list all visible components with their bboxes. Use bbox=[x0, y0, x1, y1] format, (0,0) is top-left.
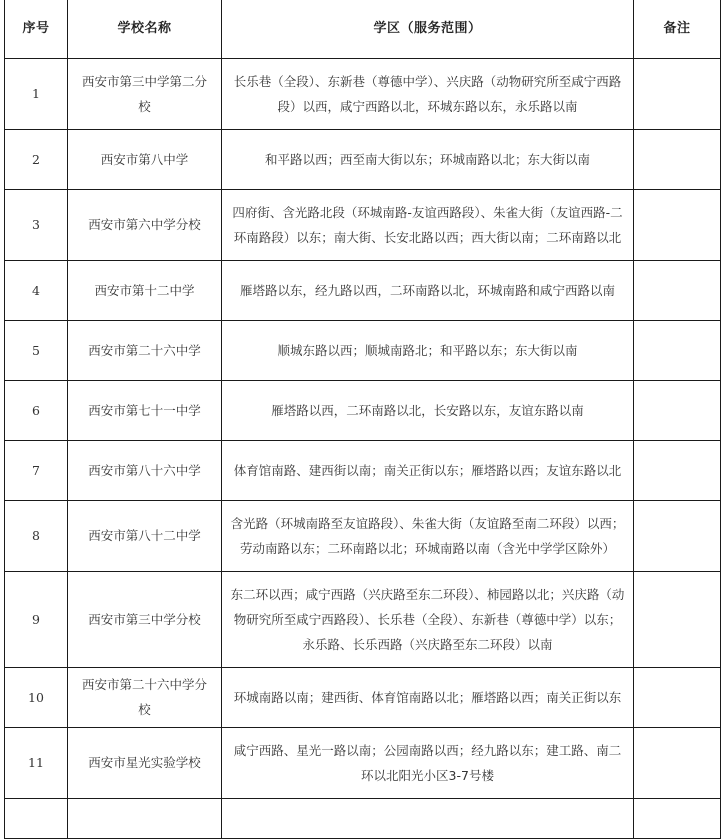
table-row bbox=[5, 440, 721, 500]
note-cell bbox=[634, 667, 721, 727]
table-row bbox=[5, 320, 721, 380]
header-row bbox=[5, 0, 721, 58]
note-cell bbox=[634, 571, 721, 667]
note-cell bbox=[634, 320, 721, 380]
district-scope: 含光路（环城南路至友谊路段）、朱雀大街（友谊路至南二环段）以西；劳动南路以东；二环南路以北；环城南路以南（含光中学学区除外） bbox=[222, 500, 634, 571]
note-cell bbox=[634, 440, 721, 500]
header-district: 学区（服务范围） bbox=[222, 0, 634, 58]
note-cell bbox=[634, 500, 721, 571]
district-scope: 和平路以西；西至南大街以东；环城南路以北；东大街以南 bbox=[222, 129, 634, 189]
table-row bbox=[5, 380, 721, 440]
district-scope: 四府街、含光路北段（环城南路-友谊西路段）、朱雀大街（友谊西路-二环南路段）以东；南大街、长安北路以西；西大街以南；二环南路以北 bbox=[222, 189, 634, 260]
header-index: 序号 bbox=[5, 0, 68, 58]
row-index: 8 bbox=[5, 500, 68, 571]
table-row bbox=[5, 727, 721, 798]
table-row bbox=[5, 571, 721, 667]
table-row bbox=[5, 500, 721, 571]
district-scope: 顺城东路以西；顺城南路北；和平路以东；东大街以南 bbox=[222, 320, 634, 380]
row-index: 5 bbox=[5, 320, 68, 380]
district-scope: 东二环以西；咸宁西路（兴庆路至东二环段）、柿园路以北；兴庆路（动物研究所至咸宁西路段）、长乐巷（全段）、东新巷（尊德中学）以东；永乐路、长乐西路（兴庆路至东二环段）以南 bbox=[222, 571, 634, 667]
note-cell bbox=[634, 129, 721, 189]
row-index: 10 bbox=[5, 667, 68, 727]
header-note: 备注 bbox=[634, 0, 721, 58]
note-cell bbox=[634, 189, 721, 260]
school-name: 西安市星光实验学校 bbox=[68, 727, 222, 798]
header-school-name: 学校名称 bbox=[68, 0, 222, 58]
row-index: 3 bbox=[5, 189, 68, 260]
table-row bbox=[5, 260, 721, 320]
row-index: 9 bbox=[5, 571, 68, 667]
district-scope bbox=[222, 798, 634, 838]
row-index: 4 bbox=[5, 260, 68, 320]
school-name: 西安市第六中学分校 bbox=[68, 189, 222, 260]
district-scope: 咸宁西路、星光一路以南；公园南路以西；经九路以东；建工路、南二环以北阳光小区3-7号楼 bbox=[222, 727, 634, 798]
note-cell bbox=[634, 727, 721, 798]
school-name: 西安市第八十六中学 bbox=[68, 440, 222, 500]
table-row bbox=[5, 798, 721, 838]
table-row bbox=[5, 189, 721, 260]
school-district-table bbox=[4, 0, 721, 839]
school-name bbox=[68, 798, 222, 838]
school-name: 西安市第八中学 bbox=[68, 129, 222, 189]
row-index bbox=[5, 798, 68, 838]
note-cell bbox=[634, 798, 721, 838]
note-cell bbox=[634, 58, 721, 129]
table-row bbox=[5, 58, 721, 129]
row-index: 7 bbox=[5, 440, 68, 500]
note-cell bbox=[634, 380, 721, 440]
district-scope: 长乐巷（全段）、东新巷（尊德中学）、兴庆路（动物研究所至咸宁西路段）以西，咸宁西路以北，环城东路以东，永乐路以南 bbox=[222, 58, 634, 129]
school-name: 西安市第二十六中学 bbox=[68, 320, 222, 380]
district-scope: 体育馆南路、建西街以南；南关正街以东；雁塔路以西；友谊东路以北 bbox=[222, 440, 634, 500]
district-scope: 雁塔路以东，经九路以西，二环南路以北，环城南路和咸宁西路以南 bbox=[222, 260, 634, 320]
school-name: 西安市第十二中学 bbox=[68, 260, 222, 320]
school-name: 西安市第三中学分校 bbox=[68, 571, 222, 667]
district-scope: 雁塔路以西，二环南路以北，长安路以东，友谊东路以南 bbox=[222, 380, 634, 440]
table-row bbox=[5, 129, 721, 189]
row-index: 6 bbox=[5, 380, 68, 440]
school-name: 西安市第七十一中学 bbox=[68, 380, 222, 440]
row-index: 2 bbox=[5, 129, 68, 189]
row-index: 1 bbox=[5, 58, 68, 129]
table-row bbox=[5, 667, 721, 727]
note-cell bbox=[634, 260, 721, 320]
district-scope: 环城南路以南；建西街、体育馆南路以北；雁塔路以西；南关正街以东 bbox=[222, 667, 634, 727]
row-index: 11 bbox=[5, 727, 68, 798]
school-name: 西安市第八十二中学 bbox=[68, 500, 222, 571]
school-name: 西安市第三中学第二分校 bbox=[68, 58, 222, 129]
school-name: 西安市第二十六中学分校 bbox=[68, 667, 222, 727]
